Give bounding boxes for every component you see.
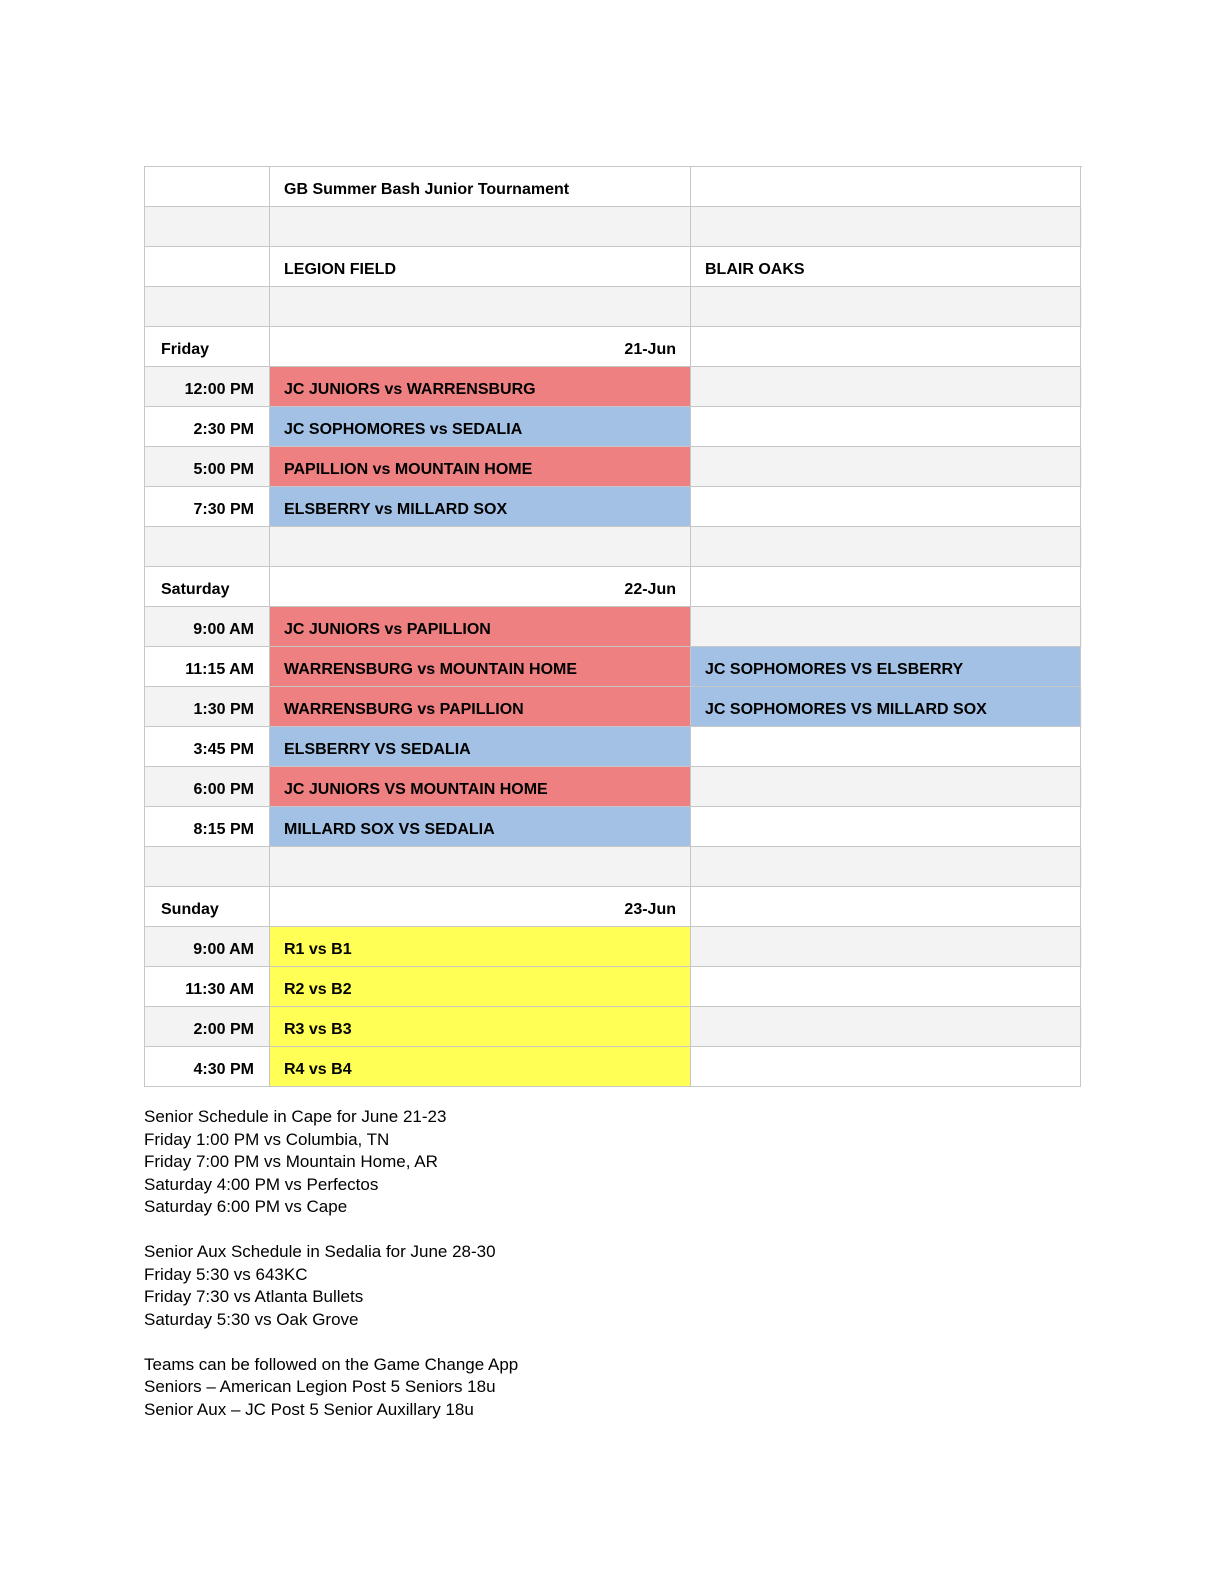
table-row-game <box>145 767 1082 807</box>
empty-cell <box>691 847 1081 887</box>
game-cell-legion: JC JUNIORS vs WARRENSBURG <box>270 367 691 407</box>
game-cell-legion: WARRENSBURG vs MOUNTAIN HOME <box>270 647 691 687</box>
empty-cell <box>270 847 691 887</box>
time-cell: 2:00 PM <box>145 1007 270 1047</box>
table-row-spacer <box>145 527 1082 567</box>
table-row-spacer <box>145 847 1082 887</box>
tournament-schedule-table <box>144 166 1082 1087</box>
note-line: Senior Aux Schedule in Sedalia for June 28-30 <box>144 1242 496 1261</box>
empty-cell <box>691 607 1081 647</box>
note-line: Senior Schedule in Cape for June 21-23 <box>144 1107 447 1126</box>
empty-cell <box>691 367 1081 407</box>
time-cell: 12:00 PM <box>145 367 270 407</box>
table-row-game <box>145 407 1082 447</box>
empty-cell <box>270 287 691 327</box>
empty-cell <box>691 967 1081 1007</box>
table-row-game <box>145 807 1082 847</box>
game-cell-legion: R4 vs B4 <box>270 1047 691 1087</box>
empty-cell <box>145 167 270 207</box>
game-cell-legion: ELSBERRY vs MILLARD SOX <box>270 487 691 527</box>
table-row-day-saturday <box>145 567 1082 607</box>
note-line: Friday 1:00 PM vs Columbia, TN <box>144 1129 390 1149</box>
table-row-game <box>145 607 1082 647</box>
note-line: Saturday 4:00 PM vs Perfectos <box>144 1174 379 1194</box>
empty-cell <box>145 287 270 327</box>
empty-cell <box>145 207 270 247</box>
game-cell-blair: JC SOPHOMORES VS ELSBERRY <box>691 647 1081 687</box>
table-row-game <box>145 487 1082 527</box>
table-row-game <box>145 447 1082 487</box>
empty-cell <box>691 327 1081 367</box>
game-cell-legion: R3 vs B3 <box>270 1007 691 1047</box>
table-row-game <box>145 1047 1082 1087</box>
game-cell-legion: JC JUNIORS VS MOUNTAIN HOME <box>270 767 691 807</box>
game-cell-legion: ELSBERRY VS SEDALIA <box>270 727 691 767</box>
table-row-game <box>145 647 1082 687</box>
senior-aux-schedule-note <box>144 1241 518 1331</box>
senior-schedule-note <box>144 1106 518 1219</box>
empty-cell <box>145 527 270 567</box>
empty-cell <box>691 727 1081 767</box>
game-cell-legion: PAPILLION vs MOUNTAIN HOME <box>270 447 691 487</box>
note-line: Friday 7:30 vs Atlanta Bullets <box>144 1287 364 1306</box>
empty-cell <box>270 207 691 247</box>
time-cell: 6:00 PM <box>145 767 270 807</box>
venue-header-blair-oaks: BLAIR OAKS <box>691 247 1081 287</box>
game-cell-legion: JC SOPHOMORES vs SEDALIA <box>270 407 691 447</box>
note-line: Friday 5:30 vs 643KC <box>144 1264 308 1284</box>
game-cell-legion: JC JUNIORS vs PAPILLION <box>270 607 691 647</box>
table-row-game <box>145 727 1082 767</box>
date-cell: 21-Jun <box>270 327 691 367</box>
note-line: Senior Aux – JC Post 5 Senior Auxillary 18u <box>144 1399 474 1419</box>
day-cell: Saturday <box>145 567 270 607</box>
empty-cell <box>691 487 1081 527</box>
time-cell: 4:30 PM <box>145 1047 270 1087</box>
notes-section <box>144 1106 518 1444</box>
empty-cell <box>691 167 1081 207</box>
day-cell: Friday <box>145 327 270 367</box>
table-row-venues <box>145 247 1082 287</box>
empty-cell <box>691 567 1081 607</box>
table-row-game <box>145 967 1082 1007</box>
table-row-spacer <box>145 207 1082 247</box>
time-cell: 3:45 PM <box>145 727 270 767</box>
day-cell: Sunday <box>145 887 270 927</box>
table-row-spacer <box>145 287 1082 327</box>
time-cell: 11:30 AM <box>145 967 270 1007</box>
time-cell: 8:15 PM <box>145 807 270 847</box>
date-cell: 22-Jun <box>270 567 691 607</box>
time-cell: 1:30 PM <box>145 687 270 727</box>
table-row-game <box>145 1007 1082 1047</box>
game-cell-legion: WARRENSBURG vs PAPILLION <box>270 687 691 727</box>
time-cell: 9:00 AM <box>145 927 270 967</box>
note-line: Saturday 6:00 PM vs Cape <box>144 1197 348 1216</box>
empty-cell <box>691 207 1081 247</box>
empty-cell <box>270 527 691 567</box>
table-row-game <box>145 927 1082 967</box>
note-line: Friday 7:00 PM vs Mountain Home, AR <box>144 1152 438 1171</box>
time-cell: 5:00 PM <box>145 447 270 487</box>
table-row-game <box>145 367 1082 407</box>
empty-cell <box>691 287 1081 327</box>
table-row-game <box>145 687 1082 727</box>
time-cell: 11:15 AM <box>145 647 270 687</box>
venue-header-legion-field: LEGION FIELD <box>270 247 691 287</box>
note-line: Saturday 5:30 vs Oak Grove <box>144 1309 359 1329</box>
time-cell: 2:30 PM <box>145 407 270 447</box>
empty-cell <box>691 807 1081 847</box>
empty-cell <box>691 1007 1081 1047</box>
table-row-title <box>145 167 1082 207</box>
time-cell: 9:00 AM <box>145 607 270 647</box>
empty-cell <box>691 447 1081 487</box>
date-cell: 23-Jun <box>270 887 691 927</box>
game-cell-legion: R2 vs B2 <box>270 967 691 1007</box>
empty-cell <box>145 847 270 887</box>
follow-info-note <box>144 1354 518 1422</box>
table-row-day-sunday <box>145 887 1082 927</box>
empty-cell <box>691 407 1081 447</box>
note-line: Teams can be followed on the Game Change App <box>144 1354 519 1374</box>
empty-cell <box>691 887 1081 927</box>
game-cell-legion: R1 vs B1 <box>270 927 691 967</box>
empty-cell <box>145 247 270 287</box>
empty-cell <box>691 1047 1081 1087</box>
empty-cell <box>691 927 1081 967</box>
note-line: Seniors – American Legion Post 5 Seniors 18u <box>144 1377 496 1396</box>
empty-cell <box>691 527 1081 567</box>
empty-cell <box>691 767 1081 807</box>
table-title: GB Summer Bash Junior Tournament <box>270 167 691 207</box>
game-cell-blair: JC SOPHOMORES VS MILLARD SOX <box>691 687 1081 727</box>
game-cell-legion: MILLARD SOX VS SEDALIA <box>270 807 691 847</box>
time-cell: 7:30 PM <box>145 487 270 527</box>
table-row-day-friday <box>145 327 1082 367</box>
